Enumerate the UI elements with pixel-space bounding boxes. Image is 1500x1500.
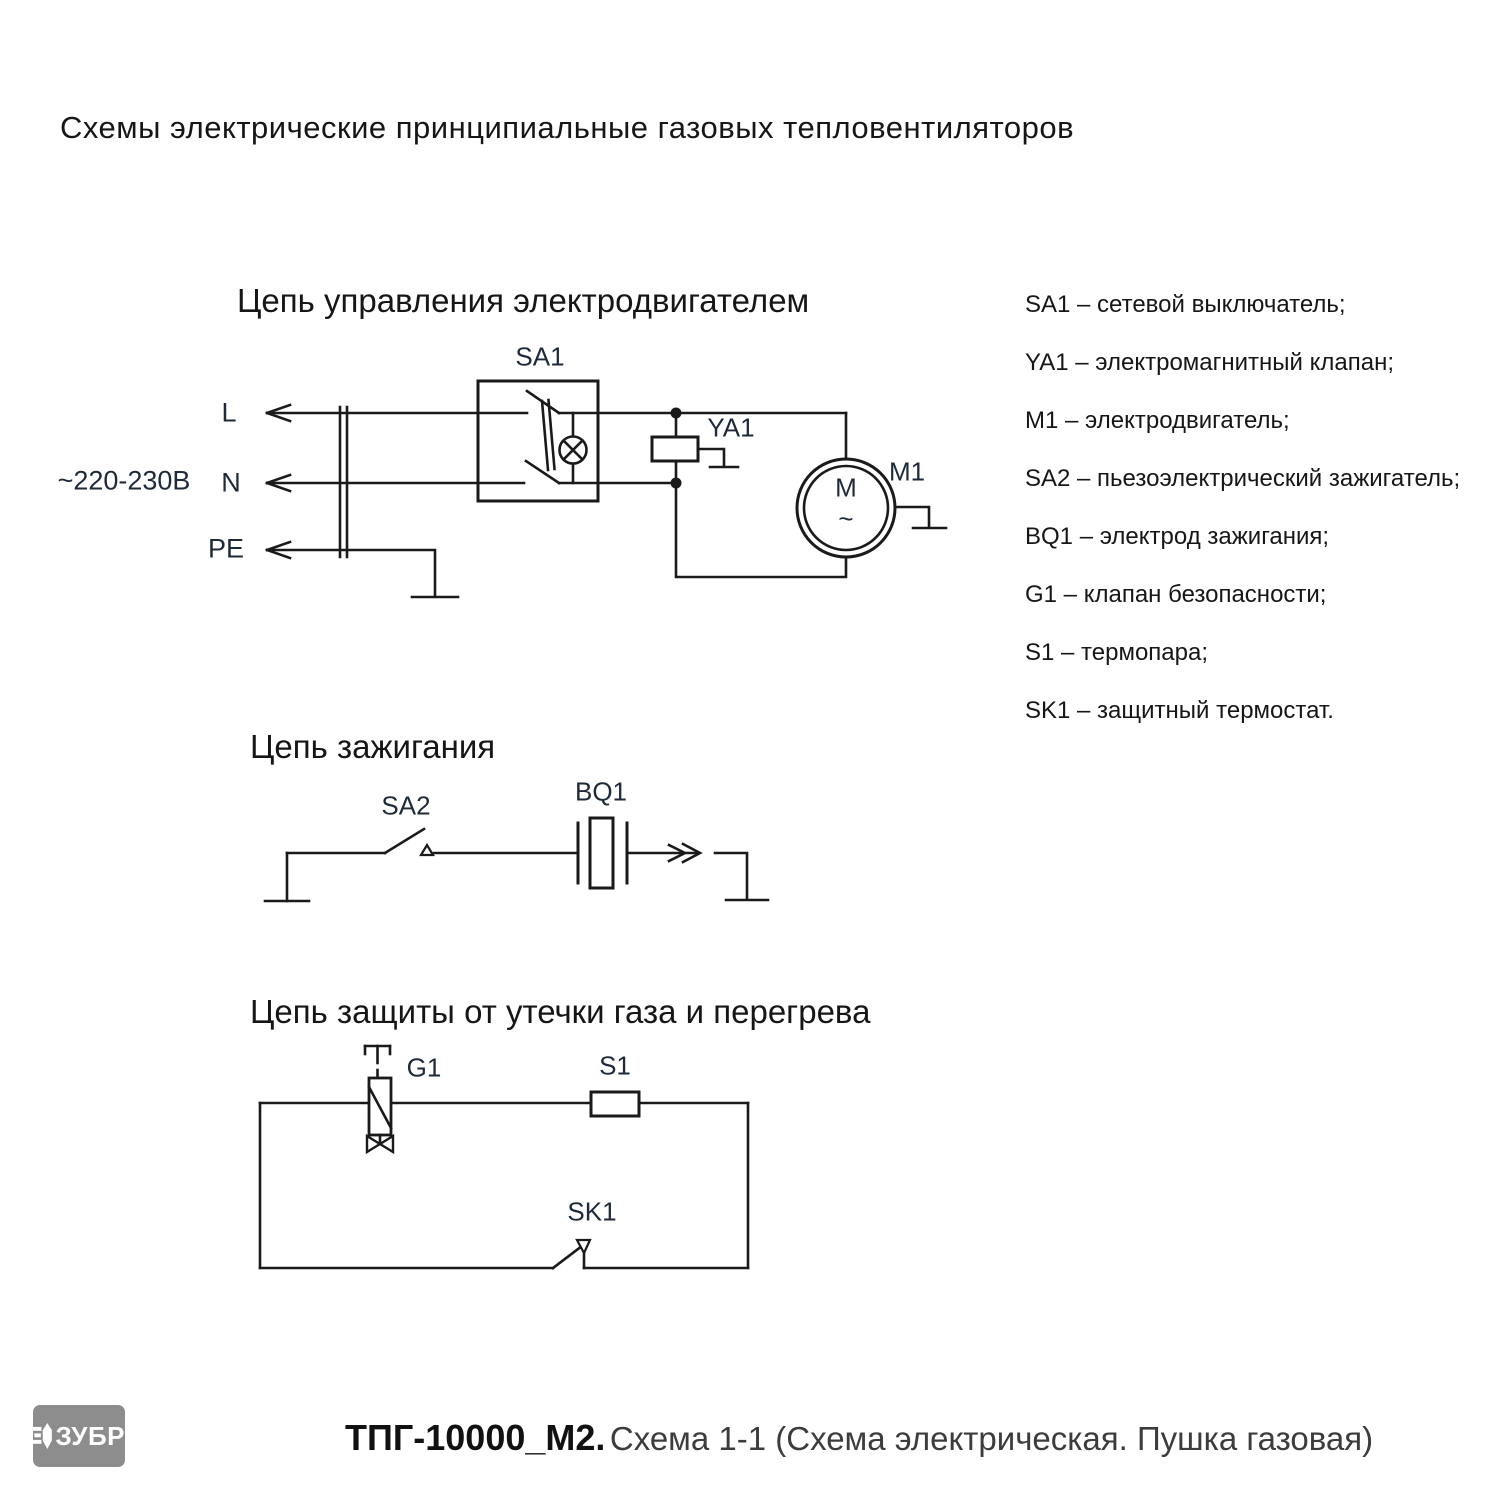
control-circuit-title: Цепь управления электродвигателем (237, 282, 810, 319)
brand-name: ЗУБР (55, 1420, 125, 1451)
s1-label: S1 (599, 1050, 631, 1081)
s1-thermocouple-icon (591, 1092, 639, 1116)
ya1-label: YA1 (707, 412, 755, 443)
sa1-label: SA1 (515, 341, 565, 372)
legend-item-sa2: SA2 – пьезоэлектрический зажигатель; (1025, 465, 1461, 492)
electrode-ground-icon (715, 853, 768, 900)
sk1-label: SK1 (567, 1196, 617, 1227)
ground-icon (698, 449, 738, 467)
page-title: Схемы электрические принципиальные газовых тепловентиляторов (60, 110, 1075, 145)
sa2-label: SA2 (381, 790, 431, 821)
line-l-label: L (221, 397, 237, 428)
scheme-caption: Схема 1-1 (Схема электрическая. Пушка газовая) (609, 1420, 1374, 1457)
legend (1025, 276, 1460, 740)
sk1-thermostat-icon (553, 1240, 590, 1268)
legend-item-sk1: SK1 – защитный термостат. (1025, 697, 1334, 724)
zubr-emblem-icon (33, 1415, 52, 1457)
line-n-label: N (221, 467, 241, 498)
m1-label: M1 (888, 456, 926, 487)
line-pe-label: PE (207, 533, 245, 564)
legend-item-s1: S1 – термопара; (1025, 639, 1209, 666)
ground-icon (895, 507, 946, 528)
ignition-circuit-title: Цепь зажигания (250, 728, 496, 765)
g1-safety-valve-icon (365, 1046, 393, 1152)
protection-circuit-title: Цепь защиты от утечки газа и перегрева (250, 993, 871, 1030)
footer-caption-line (345, 1418, 1373, 1458)
bq1-label: BQ1 (574, 776, 628, 807)
protection-circuit-lines (260, 1046, 748, 1268)
legend-item-bq1: BQ1 – электрод зажигания; (1025, 523, 1330, 550)
lamp-icon (560, 413, 587, 483)
motor-m-letter: M (835, 472, 857, 503)
legend-item-g1: G1 – клапан безопасности; (1025, 581, 1327, 608)
ground-icon (265, 853, 309, 901)
legend-item-ya1: YA1 – электромагнитный клапан; (1025, 349, 1395, 376)
g1-label: G1 (406, 1052, 442, 1083)
brand-logo (33, 1405, 125, 1467)
legend-item-sa1: SA1 – сетевой выключатель; (1025, 291, 1346, 318)
voltage-label: ~220-230В (57, 465, 191, 496)
motor-ac-symbol: ~ (838, 503, 854, 534)
legend-item-m1: M1 – электродвигатель; (1025, 407, 1290, 434)
model-number: ТПГ-10000_М2. (345, 1417, 606, 1458)
ignition-circuit-lines (265, 818, 768, 901)
piezo-element-icon (578, 818, 627, 888)
